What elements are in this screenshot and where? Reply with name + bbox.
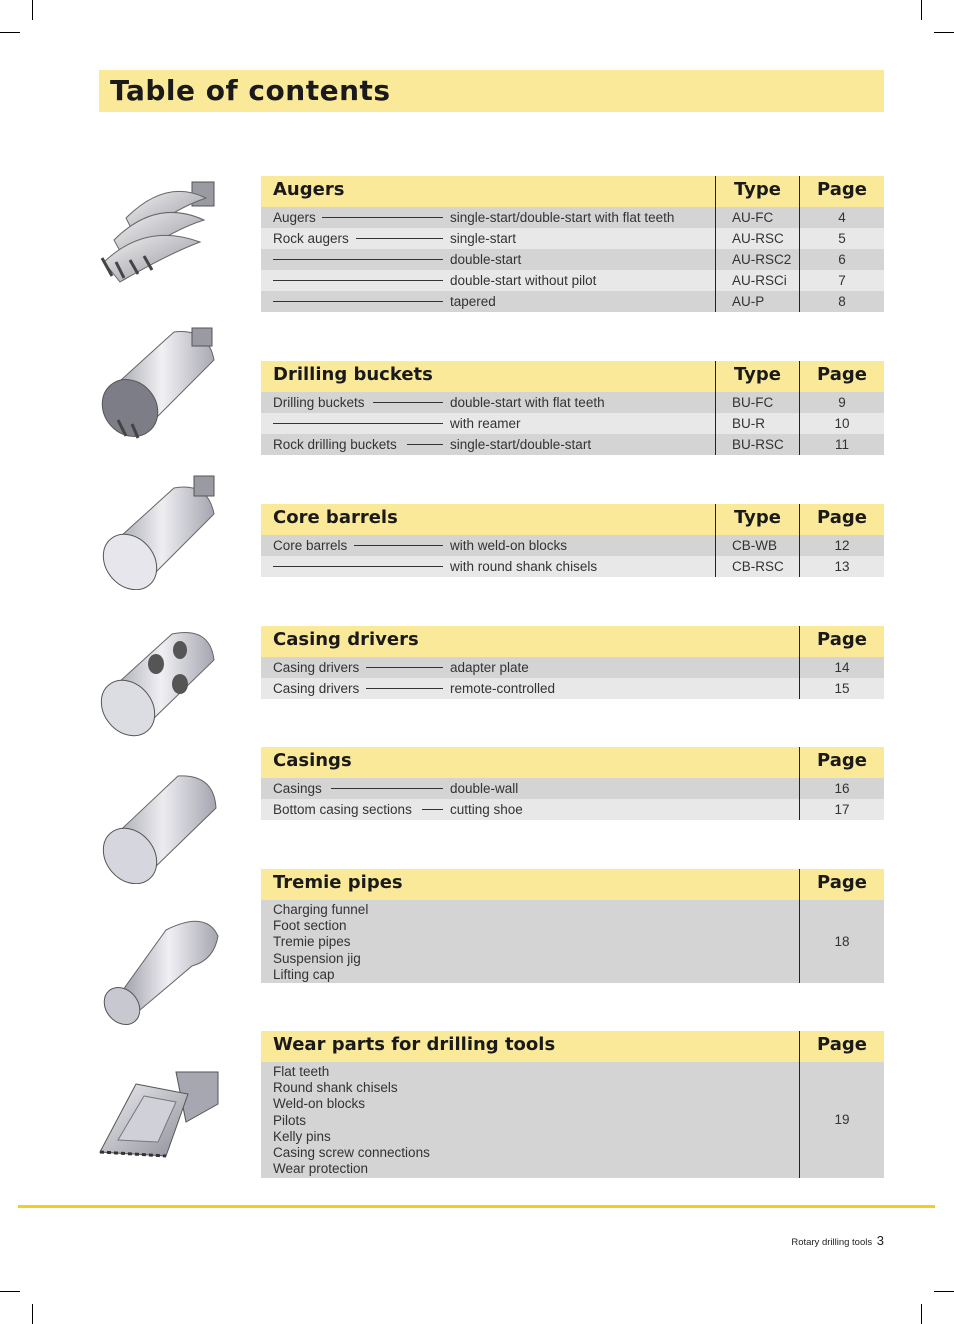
row-item: Core barrels (273, 538, 348, 553)
leader-line (366, 688, 443, 689)
row-page: 18 (799, 900, 884, 983)
page-column-header: Page (799, 1031, 884, 1062)
section-core-barrels (261, 504, 884, 577)
leader-line (331, 788, 443, 789)
section-title: Augers (273, 179, 345, 200)
leader-line (407, 444, 443, 445)
list-item: Lifting cap (273, 966, 335, 982)
drilling-bucket-illustration (96, 320, 222, 444)
page-column-header: Page (799, 869, 884, 900)
row-item: Casings (273, 781, 322, 796)
row-type: AU-RSC2 (715, 249, 799, 270)
row-item: Rock augers (273, 231, 349, 246)
row-description: single-start (450, 231, 517, 246)
section-tremie-pipes (261, 869, 884, 983)
leader-line (273, 301, 443, 302)
list-item: Suspension jig (273, 950, 361, 966)
list-item: Tremie pipes (273, 934, 351, 950)
leader-line (373, 402, 443, 403)
list-item: Round shank chisels (273, 1080, 398, 1096)
crop-mark (0, 32, 20, 33)
row-item: Bottom casing sections (273, 802, 412, 817)
section-title: Core barrels (273, 507, 398, 528)
row-description: with reamer (450, 416, 521, 431)
section-wear-parts (261, 1031, 884, 1178)
row-page: 11 (799, 434, 884, 455)
list-item: Kelly pins (273, 1128, 331, 1144)
list-item: Wear protection (273, 1161, 369, 1177)
row-page: 15 (799, 678, 884, 699)
row-page: 16 (799, 778, 884, 799)
row-page: 9 (799, 392, 884, 413)
row-description: double-start with flat teeth (450, 395, 605, 410)
type-column-header: Type (715, 361, 799, 392)
table-row (261, 270, 884, 291)
section-title: Casings (273, 750, 352, 771)
section-header (261, 869, 884, 900)
table-row (261, 228, 884, 249)
row-description: double-start (450, 252, 522, 267)
row-type: AU-FC (715, 207, 799, 228)
footer-label: Rotary drilling tools (791, 1237, 873, 1248)
section-casings (261, 747, 884, 820)
title-bar (99, 70, 884, 112)
row-page: 5 (799, 228, 884, 249)
list-item: Foot section (273, 918, 347, 934)
row-description: remote-controlled (450, 681, 556, 696)
crop-mark (32, 1304, 33, 1324)
table-row (261, 535, 884, 556)
table-row (261, 778, 884, 799)
crop-mark (0, 1291, 20, 1292)
core-barrel-illustration (96, 470, 222, 590)
table-row (261, 413, 884, 434)
page-column-header: Page (799, 361, 884, 392)
list-item: Casing screw connections (273, 1145, 430, 1161)
row-description: with weld-on blocks (450, 538, 568, 553)
row-type: BU-R (715, 413, 799, 434)
page-column-header: Page (799, 504, 884, 535)
leader-line (273, 259, 443, 260)
item-list-block (261, 900, 884, 983)
leader-line (273, 280, 443, 281)
row-item: Augers (273, 210, 316, 225)
row-description: cutting shoe (450, 802, 523, 817)
row-page: 4 (799, 207, 884, 228)
row-page: 17 (799, 799, 884, 820)
section-header (261, 747, 884, 778)
leader-line (422, 809, 443, 810)
table-row (261, 678, 884, 699)
wear-parts-illustration (96, 1064, 222, 1164)
section-title: Wear parts for drilling tools (273, 1034, 556, 1055)
item-list-block (261, 1062, 884, 1178)
crop-mark (934, 1291, 954, 1292)
row-item: Rock drilling buckets (273, 437, 397, 452)
page-column-header: Page (799, 626, 884, 657)
list-item: Flat teeth (273, 1064, 330, 1079)
section-title: Casing drivers (273, 629, 419, 650)
crop-mark (921, 0, 922, 20)
row-item: Casing drivers (273, 681, 360, 696)
page-column-header: Page (799, 176, 884, 207)
section-drilling-buckets (261, 361, 884, 455)
section-title: Tremie pipes (273, 872, 403, 893)
leader-line (356, 238, 443, 239)
row-page: 10 (799, 413, 884, 434)
crop-mark (32, 0, 33, 20)
section-header (261, 176, 884, 207)
type-column-header: Type (715, 176, 799, 207)
row-page: 14 (799, 657, 884, 678)
row-type: BU-RSC (715, 434, 799, 455)
row-type: BU-FC (715, 392, 799, 413)
table-row (261, 291, 884, 312)
casing-illustration (96, 764, 222, 884)
crop-mark (921, 1304, 922, 1324)
tremie-pipe-illustration (96, 910, 222, 1030)
casing-driver-illustration (96, 614, 222, 738)
row-item: Drilling buckets (273, 395, 365, 410)
section-casing-drivers (261, 626, 884, 699)
leader-line (366, 667, 443, 668)
row-description: with round shank chisels (450, 559, 598, 574)
row-description: adapter plate (450, 660, 529, 675)
row-type: AU-P (715, 291, 799, 312)
leader-line (354, 545, 443, 546)
leader-line (273, 423, 443, 424)
row-page: 7 (799, 270, 884, 291)
section-title: Drilling buckets (273, 364, 433, 385)
list-item: Charging funnel (273, 902, 369, 917)
section-header (261, 504, 884, 535)
row-item: Casing drivers (273, 660, 360, 675)
section-header (261, 626, 884, 657)
list-item: Pilots (273, 1112, 307, 1128)
table-row (261, 207, 884, 228)
item-list (273, 1064, 430, 1177)
section-header (261, 361, 884, 392)
table-row (261, 392, 884, 413)
row-type: CB-RSC (715, 556, 799, 577)
leader-line (322, 217, 443, 218)
footer-page-number: 3 (876, 1233, 884, 1248)
page-column-header: Page (799, 747, 884, 778)
table-row (261, 249, 884, 270)
row-type: AU-RSC (715, 228, 799, 249)
row-page: 6 (799, 249, 884, 270)
row-description: double-start without pilot (450, 273, 597, 288)
item-list (273, 902, 368, 983)
row-page: 13 (799, 556, 884, 577)
footer-rule (18, 1205, 935, 1208)
row-description: single-start/double-start with flat teeth (450, 210, 675, 225)
list-item: Weld-on blocks (273, 1096, 366, 1112)
row-page: 12 (799, 535, 884, 556)
table-row (261, 799, 884, 820)
table-row (261, 434, 884, 455)
row-page: 19 (799, 1062, 884, 1178)
row-description: tapered (450, 294, 496, 309)
row-page: 8 (799, 291, 884, 312)
leader-line (273, 566, 443, 567)
row-description: single-start/double-start (450, 437, 592, 452)
row-type: AU-RSCi (715, 270, 799, 291)
crop-mark (934, 32, 954, 33)
table-row (261, 556, 884, 577)
section-augers (261, 176, 884, 312)
row-description: double-wall (450, 781, 519, 796)
footer (791, 1233, 884, 1248)
table-row (261, 657, 884, 678)
auger-illustration (96, 178, 222, 294)
section-header (261, 1031, 884, 1062)
row-type: CB-WB (715, 535, 799, 556)
page-title: Table of contents (110, 74, 391, 107)
type-column-header: Type (715, 504, 799, 535)
